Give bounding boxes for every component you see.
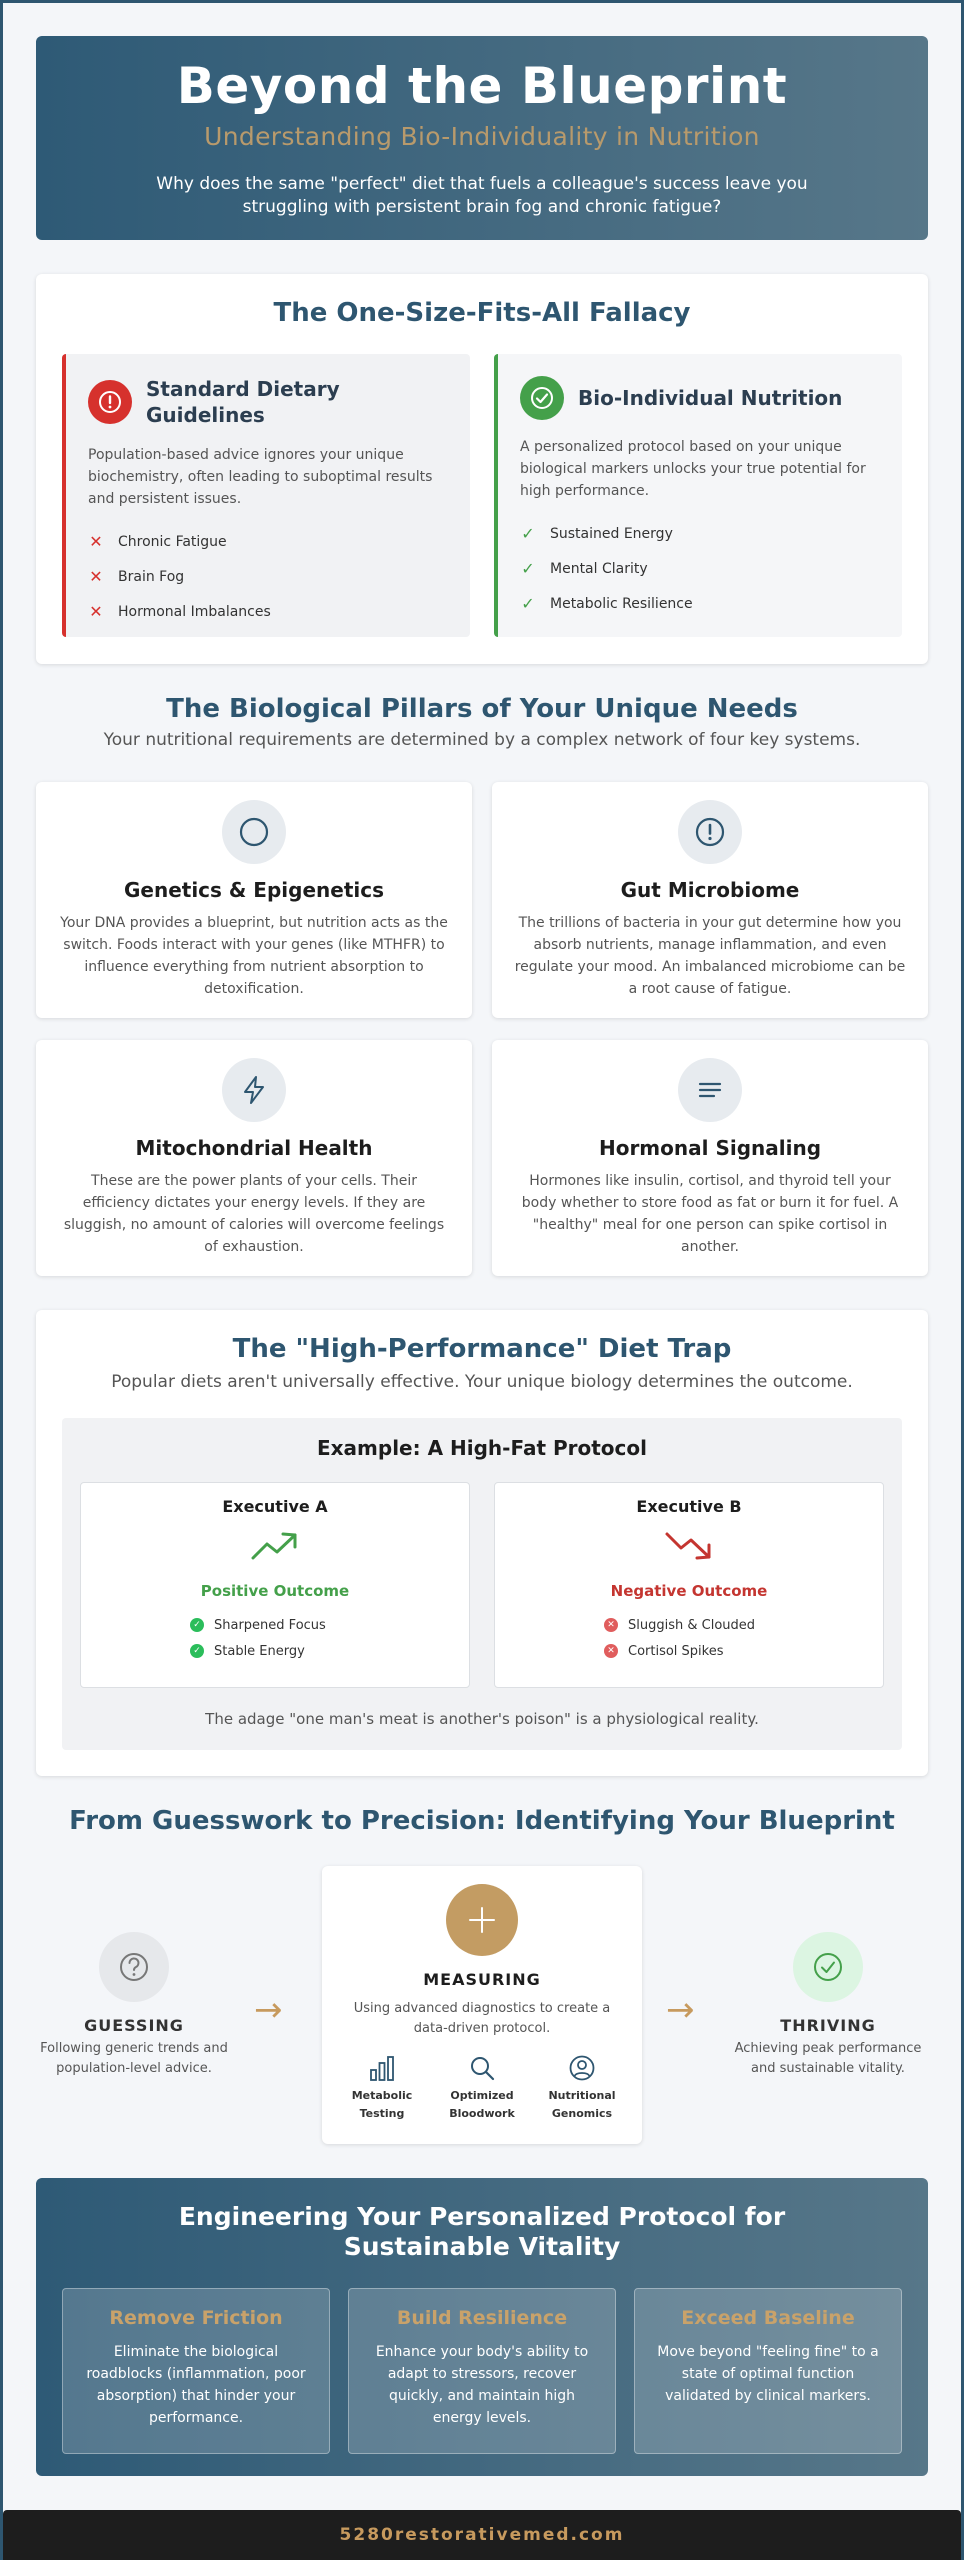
measuring-label: MEASURING bbox=[423, 1970, 541, 1989]
guessing-label: GUESSING bbox=[84, 2016, 184, 2035]
pillar-text: The trillions of bacteria in your gut determine how you absorb nutrients, manage inflammation, and even regulate your mood. An imbalanced microbiome can be a root cause of fatigue. bbox=[514, 915, 906, 997]
pillar-text: Your DNA provides a blueprint, but nutrition acts as the switch. Foods interact with your genes (like MTHFR) to influence everything from nutrient absorption to detoxification. bbox=[60, 915, 448, 997]
thriving-step bbox=[728, 1932, 928, 2079]
diagnostic-tools bbox=[322, 2053, 642, 2123]
circle-icon bbox=[222, 800, 286, 864]
x-icon: ✕ bbox=[89, 602, 103, 621]
alert-icon bbox=[88, 380, 132, 424]
pillars-title: The Biological Pillars of Your Unique Needs bbox=[166, 694, 798, 724]
lines-icon bbox=[678, 1058, 742, 1122]
box-title: Build Resilience bbox=[396, 2307, 568, 2329]
lightning-icon bbox=[222, 1058, 286, 1122]
executive-b-card bbox=[494, 1482, 884, 1688]
list-item: ✓ Metabolic Resilience bbox=[521, 594, 693, 613]
thriving-label: THRIVING bbox=[780, 2016, 876, 2035]
pillar-text: These are the power plants of your cells. Their efficiency dictates your energy levels. If they are sluggish, no amount of calories will overcome feelings of exhaustion. bbox=[63, 1173, 445, 1255]
protocol-section bbox=[36, 2178, 928, 2476]
x-icon: ✕ bbox=[89, 567, 103, 586]
pillars-subtitle: Your nutritional requirements are determined by a complex network of four key systems. bbox=[103, 730, 861, 750]
pillar-card-hormonal bbox=[492, 1040, 928, 1276]
pillar-title: Gut Microbiome bbox=[620, 878, 800, 902]
outcome-list bbox=[190, 1612, 360, 1664]
measuring-step bbox=[322, 1866, 642, 2144]
executive-a-card bbox=[80, 1482, 470, 1688]
bio-individual-panel bbox=[494, 354, 902, 637]
guessing-step bbox=[36, 1932, 232, 2079]
guesswork-title: From Guesswork to Precision: Identifying Your Blueprint bbox=[69, 1806, 895, 1836]
tool-optimized-bloodwork: Optimized Bloodwork bbox=[442, 2053, 522, 2123]
pillar-card-genetics bbox=[36, 782, 472, 1018]
page-title: Beyond the Blueprint bbox=[176, 57, 788, 115]
plus-icon bbox=[446, 1884, 518, 1956]
check-icon: ✓ bbox=[521, 559, 535, 578]
tool-metabolic-testing: Metabolic Testing bbox=[342, 2053, 422, 2123]
box-title: Exceed Baseline bbox=[681, 2307, 855, 2329]
exclamation-icon bbox=[678, 800, 742, 864]
list-item: ✕ Hormonal Imbalances bbox=[89, 602, 271, 621]
box-text: Enhance your body's ability to adapt to stressors, recover quickly, and maintain high energy levels. bbox=[375, 2344, 589, 2426]
adage-text: The adage "one man's meat is another's poison" is a physiological reality. bbox=[205, 1710, 759, 1728]
negative-outcome-label: Negative Outcome bbox=[610, 1582, 768, 1600]
standard-heading: Standard Dietary Guidelines bbox=[146, 377, 340, 427]
check-circle-icon bbox=[520, 376, 564, 420]
check-icon: ✓ bbox=[190, 1618, 204, 1632]
standard-description: Population-based advice ignores your unique biochemistry, often leading to suboptimal results and persistent issues. bbox=[88, 447, 433, 507]
pillar-title: Mitochondrial Health bbox=[135, 1136, 373, 1160]
x-icon: ✕ bbox=[89, 532, 103, 551]
example-panel bbox=[62, 1418, 902, 1750]
list-item: ✓ Mental Clarity bbox=[521, 559, 648, 578]
trend-down-icon bbox=[495, 1528, 883, 1568]
list-item: ✕ Brain Fog bbox=[89, 567, 185, 586]
check-icon: ✓ bbox=[190, 1644, 204, 1658]
hero-question: Why does the same "perfect" diet that fuels a colleague's success leave you struggling with persistent brain fog and chronic fatigue? bbox=[156, 174, 808, 217]
thriving-text: Achieving peak performance and sustainable vitality. bbox=[734, 2041, 922, 2076]
box-text: Move beyond "feeling fine" to a state of optimal function validated by clinical markers. bbox=[657, 2344, 879, 2404]
diet-trap-section bbox=[36, 1310, 928, 1776]
tool-nutritional-genomics: Nutritional Genomics bbox=[542, 2053, 622, 2123]
page-subtitle: Understanding Bio-Individuality in Nutrition bbox=[204, 122, 760, 151]
protocol-title: Engineering Your Personalized Protocol for Sustainable Vitality bbox=[178, 2202, 786, 2261]
pillar-title: Genetics & Epigenetics bbox=[123, 878, 385, 902]
list-item: ✓ Sustained Energy bbox=[521, 524, 673, 543]
question-icon bbox=[99, 1932, 169, 2002]
trend-up-icon bbox=[81, 1528, 469, 1568]
executive-name: Executive B bbox=[636, 1497, 742, 1516]
arrow-right-icon: → bbox=[254, 1990, 283, 2030]
check-icon: ✓ bbox=[521, 524, 535, 543]
box-text: Eliminate the biological roadblocks (inflammation, poor absorption) that hinder your performance. bbox=[86, 2344, 306, 2426]
x-icon: ✕ bbox=[604, 1618, 618, 1632]
exceed-baseline-box bbox=[634, 2288, 902, 2454]
diet-trap-subtitle: Popular diets aren't universally effective. Your unique biology determines the outcome. bbox=[111, 1372, 853, 1392]
standard-guidelines-panel bbox=[62, 354, 470, 637]
example-title: Example: A High-Fat Protocol bbox=[316, 1436, 647, 1460]
guessing-text: Following generic trends and population-level advice. bbox=[40, 2041, 228, 2076]
bio-benefit-list bbox=[520, 516, 880, 621]
positive-outcome-label: Positive Outcome bbox=[200, 1582, 350, 1600]
check-icon: ✓ bbox=[521, 594, 535, 613]
footer-site-link[interactable]: 5280restorativemed.com bbox=[3, 2510, 961, 2560]
fallacy-section bbox=[36, 274, 928, 664]
list-item: ✕ Chronic Fatigue bbox=[89, 532, 227, 551]
bio-heading: Bio-Individual Nutrition bbox=[578, 386, 843, 410]
magnifier-icon bbox=[442, 2053, 522, 2083]
pillar-title: Hormonal Signaling bbox=[598, 1136, 822, 1160]
executive-name: Executive A bbox=[222, 1497, 328, 1516]
pillar-text: Hormones like insulin, cortisol, and thyroid tell your body whether to store food as fat or burn it for fuel. A "healthy" meal for one person can spike cortisol in another. bbox=[521, 1173, 899, 1255]
user-circle-icon bbox=[542, 2053, 622, 2083]
check-circle-icon bbox=[793, 1932, 863, 2002]
arrow-right-icon: → bbox=[666, 1990, 695, 2030]
remove-friction-box bbox=[62, 2288, 330, 2454]
bar-chart-icon bbox=[342, 2053, 422, 2083]
list-item: ✕ Cortisol Spikes bbox=[604, 1638, 774, 1664]
measuring-text: Using advanced diagnostics to create a data-driven protocol. bbox=[353, 2001, 611, 2036]
build-resilience-box bbox=[348, 2288, 616, 2454]
x-icon: ✕ bbox=[604, 1644, 618, 1658]
diet-trap-title: The "High-Performance" Diet Trap bbox=[232, 1334, 732, 1364]
list-item: ✓ Sharpened Focus bbox=[190, 1612, 360, 1638]
fallacy-title: The One-Size-Fits-All Fallacy bbox=[273, 298, 691, 328]
list-item: ✓ Stable Energy bbox=[190, 1638, 360, 1664]
pillar-card-mitochondria bbox=[36, 1040, 472, 1276]
hero-banner bbox=[36, 36, 928, 240]
bio-description: A personalized protocol based on your unique biological markers unlocks your true potential for high performance. bbox=[520, 439, 866, 499]
box-title: Remove Friction bbox=[109, 2307, 283, 2329]
pillar-card-gut bbox=[492, 782, 928, 1018]
standard-issue-list bbox=[88, 524, 448, 629]
list-item: ✕ Sluggish & Clouded bbox=[604, 1612, 774, 1638]
outcome-list bbox=[604, 1612, 774, 1664]
